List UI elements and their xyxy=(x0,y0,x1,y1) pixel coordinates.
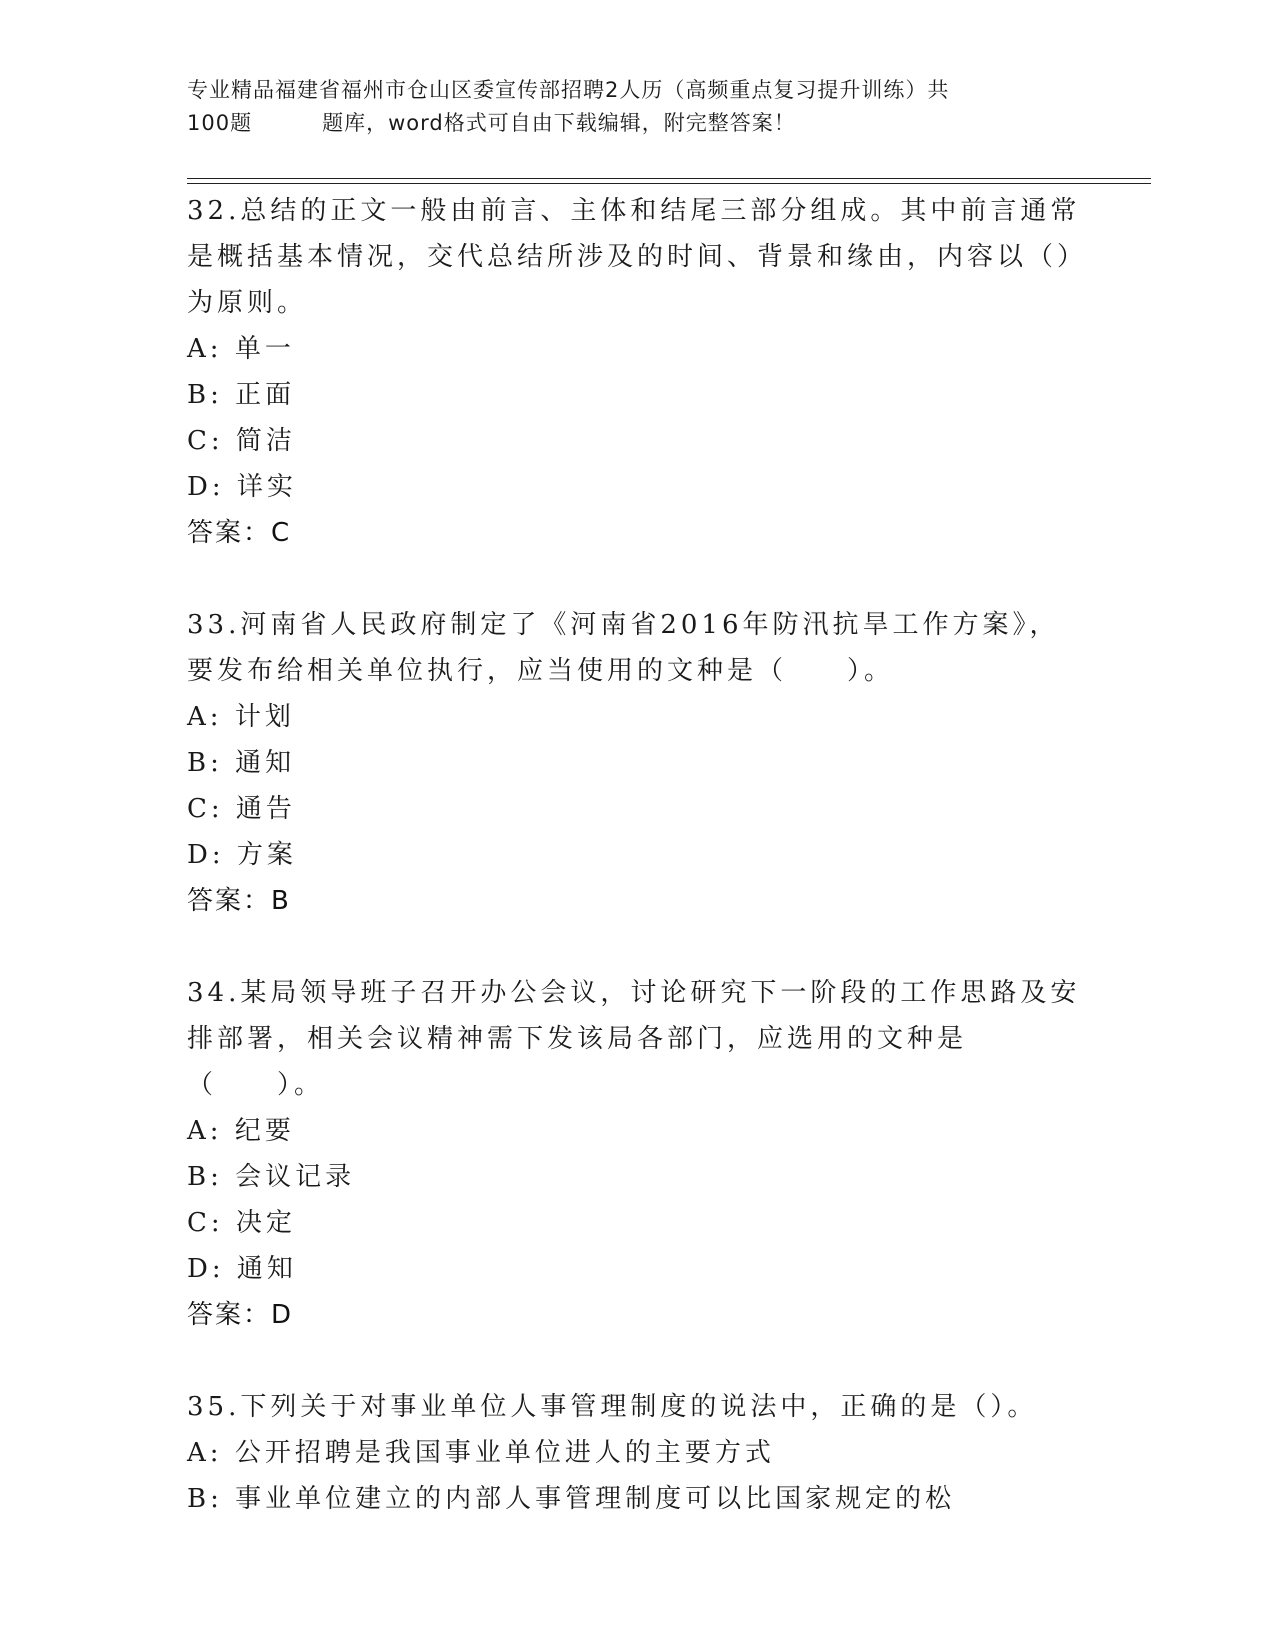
option-a xyxy=(187,1430,1087,1476)
option-key: A: xyxy=(187,334,223,364)
option-text: 方案 xyxy=(236,840,297,870)
option-key: C: xyxy=(187,1208,224,1238)
option-b xyxy=(187,1476,1087,1522)
option-key: B: xyxy=(187,748,223,778)
option-text: 公开招聘是我国事业单位进人的主要方式 xyxy=(234,1438,775,1468)
header-question-count: 100题 xyxy=(187,111,253,135)
answer-line: 答案：D xyxy=(187,1300,294,1330)
option-key: B: xyxy=(187,1162,223,1192)
option-d xyxy=(187,832,1087,878)
option-b xyxy=(187,740,1087,786)
header-title-line-1: 专业精品福建省福州市仓山区委宣传部招聘2人历（高频重点复习提升训练）共 xyxy=(187,78,950,102)
option-key: B: xyxy=(187,1484,223,1514)
question-text: 33.河南省人民政府制定了《河南省2016年防汛抗旱工作方案》，要发布给相关单位执行，应当使用的文种是（ ）。 xyxy=(187,610,1060,686)
option-text: 纪要 xyxy=(234,1116,295,1146)
option-text: 计划 xyxy=(234,702,295,732)
question-32 xyxy=(187,188,1087,556)
answer-line: 答案：C xyxy=(187,518,292,548)
option-text: 通知 xyxy=(236,1254,297,1284)
option-text: 会议记录 xyxy=(235,1162,356,1192)
option-key: B: xyxy=(187,380,223,410)
question-text: 35.下列关于对事业单位人事管理制度的说法中，正确的是（）。 xyxy=(187,1392,1038,1422)
header-divider-top xyxy=(187,178,1151,179)
option-b xyxy=(187,1154,1087,1200)
option-text: 单一 xyxy=(234,334,295,364)
option-text: 详实 xyxy=(236,472,297,502)
question-35 xyxy=(187,1384,1087,1522)
option-c xyxy=(187,418,1087,464)
option-a xyxy=(187,1108,1087,1154)
option-key: D: xyxy=(187,1254,225,1284)
header-subtitle: 题库，word格式可自由下载编辑，附完整答案！ xyxy=(322,111,796,135)
header-title-line-2 xyxy=(187,107,1067,140)
option-key: A: xyxy=(187,702,223,732)
option-d xyxy=(187,464,1087,510)
answer-line: 答案：B xyxy=(187,886,291,916)
option-key: A: xyxy=(187,1116,223,1146)
question-text: 32.总结的正文一般由前言、主体和结尾三部分组成。其中前言通常是概括基本情况，交代总结所涉及的时间、背景和缘由，内容以（）为原则。 xyxy=(187,196,1088,318)
option-text: 事业单位建立的内部人事管理制度可以比国家规定的松 xyxy=(235,1484,956,1514)
question-33 xyxy=(187,602,1087,924)
option-c xyxy=(187,786,1087,832)
option-text: 简洁 xyxy=(235,426,296,456)
header-divider-bottom xyxy=(187,183,1151,184)
option-a xyxy=(187,694,1087,740)
option-b xyxy=(187,372,1087,418)
option-text: 通知 xyxy=(235,748,296,778)
option-key: D: xyxy=(187,840,225,870)
option-key: C: xyxy=(187,794,224,824)
option-a xyxy=(187,326,1087,372)
option-text: 通告 xyxy=(235,794,296,824)
option-key: C: xyxy=(187,426,224,456)
option-key: A: xyxy=(187,1438,223,1468)
question-34 xyxy=(187,970,1087,1338)
option-c xyxy=(187,1200,1087,1246)
question-list xyxy=(187,188,1087,1522)
option-key: D: xyxy=(187,472,225,502)
question-text: 34.某局领导班子召开办公会议，讨论研究下一阶段的工作思路及安排部署，相关会议精神需下发该局各部门，应选用的文种是（ ）。 xyxy=(187,978,1081,1100)
document-header xyxy=(187,74,1067,140)
option-text: 决定 xyxy=(235,1208,296,1238)
option-d xyxy=(187,1246,1087,1292)
option-text: 正面 xyxy=(235,380,296,410)
